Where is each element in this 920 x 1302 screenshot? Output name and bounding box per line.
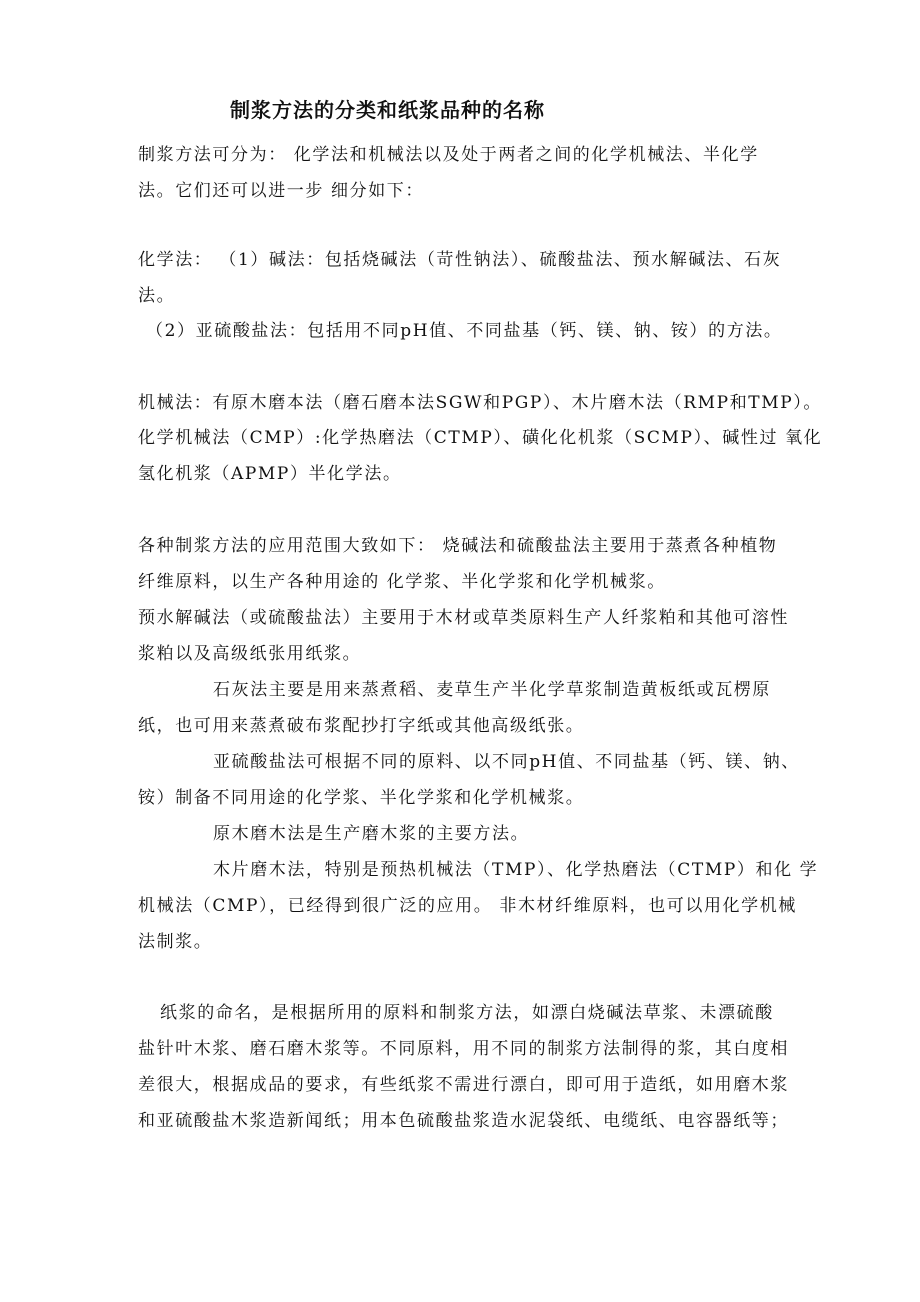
paragraph-line: 和亚硫酸盐木浆造新闻纸；用本色硫酸盐浆造水泥袋纸、电缆纸、电容器纸等； <box>138 1111 789 1131</box>
paragraph-line: 纤维原料，以生产各种用途的 化学浆、半化学浆和化学机械浆。 <box>138 572 666 592</box>
paragraph-line: 石灰法主要是用来蒸煮稻、麦草生产半化学草浆制造黄板纸或瓦楞原 <box>213 680 771 700</box>
paragraph-line: 盐针叶木浆、磨石磨木浆等。不同原料，用不同的制浆方法制得的浆，其白度相 <box>138 1039 789 1059</box>
paragraph-line: 制浆方法可分为： 化学法和机械法以及处于两者之间的化学机械法、半化学 <box>138 145 759 165</box>
paragraph-line: 铵）制备不同用途的化学浆、半化学浆和化学机械浆。 <box>138 788 585 808</box>
paragraph-line: （2）亚硫酸盐法：包括用不同pH值、不同盐基（钙、镁、钠、铵）的方法。 <box>146 321 783 341</box>
paragraph-line: 浆粕以及高级纸张用纸浆。 <box>138 644 362 664</box>
paragraph-line: 差很大，根据成品的要求，有些纸浆不需进行漂白，即可用于造纸，如用磨木浆 <box>138 1075 789 1095</box>
paragraph-line: 化学法： （1）碱法：包括烧碱法（苛性钠法）、硫酸盐法、预水解碱法、石灰 <box>138 250 782 270</box>
paragraph-line: 各种制浆方法的应用范围大致如下： 烧碱法和硫酸盐法主要用于蒸煮各种植物 <box>138 536 778 556</box>
document-title: 制浆方法的分类和纸浆品种的名称 <box>230 98 545 122</box>
paragraph-line: 法。它们还可以进一步 细分如下： <box>138 181 425 201</box>
paragraph-line: 化学机械法（CMP）:化学热磨法（CTMP）、磺化化机浆（SCMP）、碱性过 氧化 <box>138 428 823 448</box>
paragraph-line: 法制浆。 <box>138 932 213 952</box>
paragraph-line: 纸，也可用来蒸煮破布浆配抄打字纸或其他高级纸张。 <box>138 716 585 736</box>
paragraph-line: 亚硫酸盐法可根据不同的原料、以不同pH值、不同盐基（钙、镁、钠、 <box>213 752 800 772</box>
paragraph-line: 纸浆的命名，是根据所用的原料和制浆方法，如漂白烧碱法草浆、未漂硫酸 <box>160 1003 774 1023</box>
paragraph-line: 预水解碱法（或硫酸盐法）主要用于木材或草类原料生产人纤浆粕和其他可溶性 <box>138 608 789 628</box>
paragraph-line: 法。 <box>138 286 176 306</box>
paragraph-line: 原木磨木法是生产磨木浆的主要方法。 <box>213 824 530 844</box>
paragraph-line: 氢化机浆（APMP）半化学法。 <box>138 464 402 484</box>
paragraph-line: 机械法：有原木磨本法（磨石磨本法SGW和PGP）、木片磨木法（RMP和TMP）。 <box>138 393 822 413</box>
paragraph-line: 木片磨木法，特别是预热机械法（TMP）、化学热磨法（CTMP）和化 学 <box>213 860 819 880</box>
paragraph-line: 机械法（CMP），已经得到很广泛的应用。 非木材纤维原料，也可以用化学机械 <box>138 896 797 916</box>
